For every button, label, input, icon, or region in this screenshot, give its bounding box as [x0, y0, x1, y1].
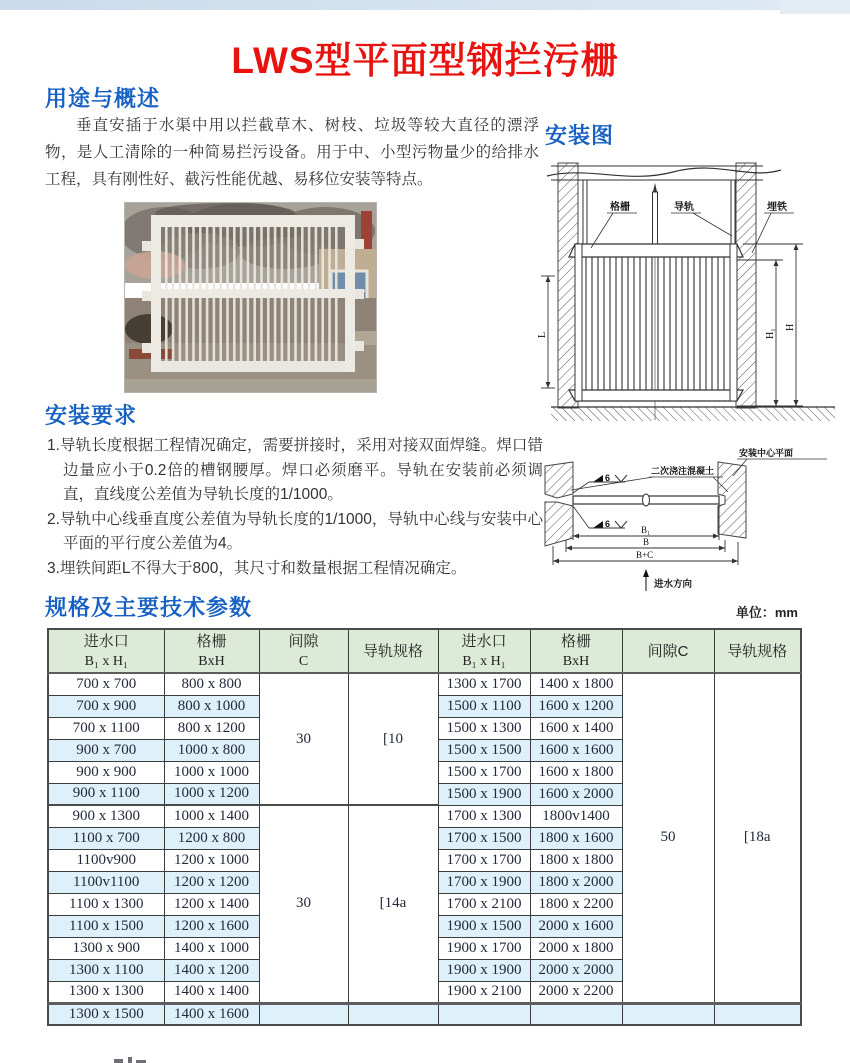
cell-grille-right: 1600 x 1200	[530, 695, 622, 717]
cell-inlet-left: 700 x 1100	[48, 717, 164, 739]
cell-rail-right-group: [18a	[714, 673, 801, 1003]
cell-inlet-right: 1500 x 1500	[438, 739, 530, 761]
col-header-rail-left: 导轨规格	[348, 629, 438, 673]
cell-inlet-left: 900 x 1300	[48, 805, 164, 827]
weld-symbol-top	[573, 473, 627, 493]
spec-table-row	[48, 673, 801, 695]
cell-inlet-left: 700 x 900	[48, 695, 164, 717]
cell-inlet-right: 1500 x 1900	[438, 783, 530, 805]
cell-grille-left: 1200 x 1400	[164, 893, 259, 915]
requirement-item: 2.导轨中心线垂直度公差值为导轨长度的1/1000，导轨中心线与安装中心平面的平行度公差值为4。	[47, 510, 543, 552]
overview-paragraph: 垂直安插于水渠中用以拦截草木、树枝、垃圾等较大直径的漂浮物，是人工清除的一种简易拦污设备。用于中、小型污物量少的给排水工程，具有刚性好、截污性能优越、易移位安装等特点。	[45, 117, 539, 188]
svg-text:安装中心平面: 安装中心平面	[739, 448, 794, 458]
flow-direction	[643, 569, 693, 591]
cell-grille-left: 1000 x 1000	[164, 761, 259, 783]
cell-inlet-right: 1500 x 1700	[438, 761, 530, 783]
cell-rail-right-empty	[714, 1003, 801, 1025]
cell-inlet-right: 1900 x 1900	[438, 959, 530, 981]
cell-grille-right	[530, 1003, 622, 1025]
requirement-item: 1.导轨长度根据工程情况确定，需要拼接时，采用对接双面焊缝。焊口错边量应小于0.2倍的槽钢腰厚。焊口必须磨平。导轨在安装前必须调直，直线度公差值为导轨长度的1/1000。	[47, 437, 543, 503]
cell-inlet-left: 1100v900	[48, 849, 164, 871]
svg-text:B+C: B+C	[636, 550, 654, 560]
cell-inlet-left: 1300 x 900	[48, 937, 164, 959]
cell-inlet-left: 1100 x 700	[48, 827, 164, 849]
cell-grille-left: 800 x 1200	[164, 717, 259, 739]
spec-table	[47, 628, 802, 1026]
cell-inlet-right: 1900 x 1500	[438, 915, 530, 937]
cell-rail-left-group2: [14a	[348, 805, 438, 1003]
cell-grille-left: 1200 x 800	[164, 827, 259, 849]
cell-inlet-right: 1700 x 1900	[438, 871, 530, 893]
col-header-grille-left: 格栅 BxH	[164, 629, 259, 673]
cell-inlet-right: 1700 x 1300	[438, 805, 530, 827]
install-plan-view-diagram	[533, 436, 850, 598]
cell-gap-right-empty	[622, 1003, 714, 1025]
col-header-grille-right: 格栅 BxH	[530, 629, 622, 673]
cell-inlet-right: 1900 x 2100	[438, 981, 530, 1003]
cell-inlet-left: 1100 x 1500	[48, 915, 164, 937]
svg-text:L: L	[537, 331, 548, 338]
cell-grille-right: 1800 x 1600	[530, 827, 622, 849]
svg-text:进水方向: 进水方向	[654, 579, 693, 590]
section-heading-requirements: 安装要求	[45, 403, 138, 428]
cell-grille-right: 1600 x 1600	[530, 739, 622, 761]
cell-grille-left: 800 x 800	[164, 673, 259, 695]
cell-grille-right: 2000 x 2200	[530, 981, 622, 1003]
col-header-gap-right: 间隙C	[622, 629, 714, 673]
page-top-band	[0, 0, 850, 10]
cell-grille-right: 1800 x 2000	[530, 871, 622, 893]
cell-inlet-right: 1300 x 1700	[438, 673, 530, 695]
cell-grille-left: 1400 x 1600	[164, 1003, 259, 1025]
cell-grille-right: 1600 x 1400	[530, 717, 622, 739]
svg-text:格栅: 格栅	[610, 202, 630, 213]
cell-grille-left: 1000 x 800	[164, 739, 259, 761]
cell-gap-right-group: 50	[622, 673, 714, 1003]
cell-inlet-right: 1900 x 1700	[438, 937, 530, 959]
cell-grille-right: 1800 x 1800	[530, 849, 622, 871]
col-header-gap-left: 间隙 C	[259, 629, 348, 673]
cell-grille-right: 2000 x 1800	[530, 937, 622, 959]
cell-inlet-right: 1700 x 1700	[438, 849, 530, 871]
cell-inlet-right: 1500 x 1300	[438, 717, 530, 739]
cell-rail-left-group1: [10	[348, 673, 438, 805]
svg-text:B: B	[643, 537, 650, 547]
cell-grille-right: 1800 x 2200	[530, 893, 622, 915]
cell-inlet-left: 700 x 700	[48, 673, 164, 695]
cell-grille-right: 1800v1400	[530, 805, 622, 827]
install-front-view-diagram	[533, 158, 850, 432]
cell-inlet-left: 1300 x 1300	[48, 981, 164, 1003]
cell-grille-left: 1000 x 1200	[164, 783, 259, 805]
page-title: LWS型平面型钢拦污栅	[231, 40, 619, 81]
plan-view-dimensions	[553, 504, 738, 565]
cell-grille-right: 1400 x 1800	[530, 673, 622, 695]
product-photo	[125, 203, 376, 392]
requirement-item: 3.埋铁间距L不得大于800，其尺寸和数量根据工程情况确定。	[47, 559, 467, 577]
svg-text:H₁: H₁	[765, 328, 776, 339]
cut-off-text-fragment	[112, 1056, 172, 1063]
cell-inlet-left: 900 x 700	[48, 739, 164, 761]
unit-label: 单位：mm	[735, 605, 798, 620]
cell-grille-right: 2000 x 2000	[530, 959, 622, 981]
svg-text:H: H	[785, 323, 796, 331]
cell-grille-left: 1400 x 1400	[164, 981, 259, 1003]
cell-gap-left-empty	[259, 1003, 348, 1025]
col-header-inlet-left: 进水口 B₁ x H₁	[48, 629, 164, 673]
cell-inlet-right: 1700 x 1500	[438, 827, 530, 849]
cell-inlet-left: 900 x 1100	[48, 783, 164, 805]
cell-inlet-right	[438, 1003, 530, 1025]
cell-grille-left: 1200 x 1600	[164, 915, 259, 937]
cell-gap-left-group2: 30	[259, 805, 348, 1003]
cell-grille-right: 2000 x 1600	[530, 915, 622, 937]
cell-inlet-left: 1100v1100	[48, 871, 164, 893]
cell-inlet-left: 1300 x 1500	[48, 1003, 164, 1025]
requirements-list	[47, 434, 543, 581]
svg-text:6: 6	[605, 519, 611, 529]
cell-grille-right: 1600 x 2000	[530, 783, 622, 805]
cell-grille-left: 1400 x 1200	[164, 959, 259, 981]
cell-grille-right: 1600 x 1800	[530, 761, 622, 783]
section-heading-overview: 用途与概述	[45, 86, 161, 111]
svg-text:导轨: 导轨	[674, 202, 694, 213]
plan-view-callouts	[571, 447, 827, 492]
section-heading-install-diagram: 安装图	[545, 123, 615, 148]
cell-grille-left: 1400 x 1000	[164, 937, 259, 959]
cell-inlet-right: 1500 x 1100	[438, 695, 530, 717]
svg-text:二次浇注混凝土: 二次浇注混凝土	[651, 466, 715, 476]
svg-text:B₁: B₁	[641, 525, 651, 535]
section-heading-specs: 规格及主要技术参数	[45, 595, 253, 620]
spec-table-header-row	[48, 629, 801, 673]
svg-text:埋铁: 埋铁	[767, 202, 787, 213]
spec-table-row	[48, 1003, 801, 1025]
cell-grille-left: 1200 x 1000	[164, 849, 259, 871]
cell-rail-left-empty	[348, 1003, 438, 1025]
svg-text:6: 6	[605, 473, 611, 483]
cell-inlet-right: 1700 x 2100	[438, 893, 530, 915]
page-top-band-corner	[780, 0, 850, 14]
cell-gap-left-group1: 30	[259, 673, 348, 805]
cell-grille-left: 1000 x 1400	[164, 805, 259, 827]
cell-grille-left: 1200 x 1200	[164, 871, 259, 893]
weld-symbol-bottom	[573, 506, 627, 529]
cell-grille-left: 800 x 1000	[164, 695, 259, 717]
cell-inlet-left: 1300 x 1100	[48, 959, 164, 981]
cell-inlet-left: 1100 x 1300	[48, 893, 164, 915]
col-header-inlet-right: 进水口 B₁ x H₁	[438, 629, 530, 673]
col-header-rail-right: 导轨规格	[714, 629, 801, 673]
cell-inlet-left: 900 x 900	[48, 761, 164, 783]
